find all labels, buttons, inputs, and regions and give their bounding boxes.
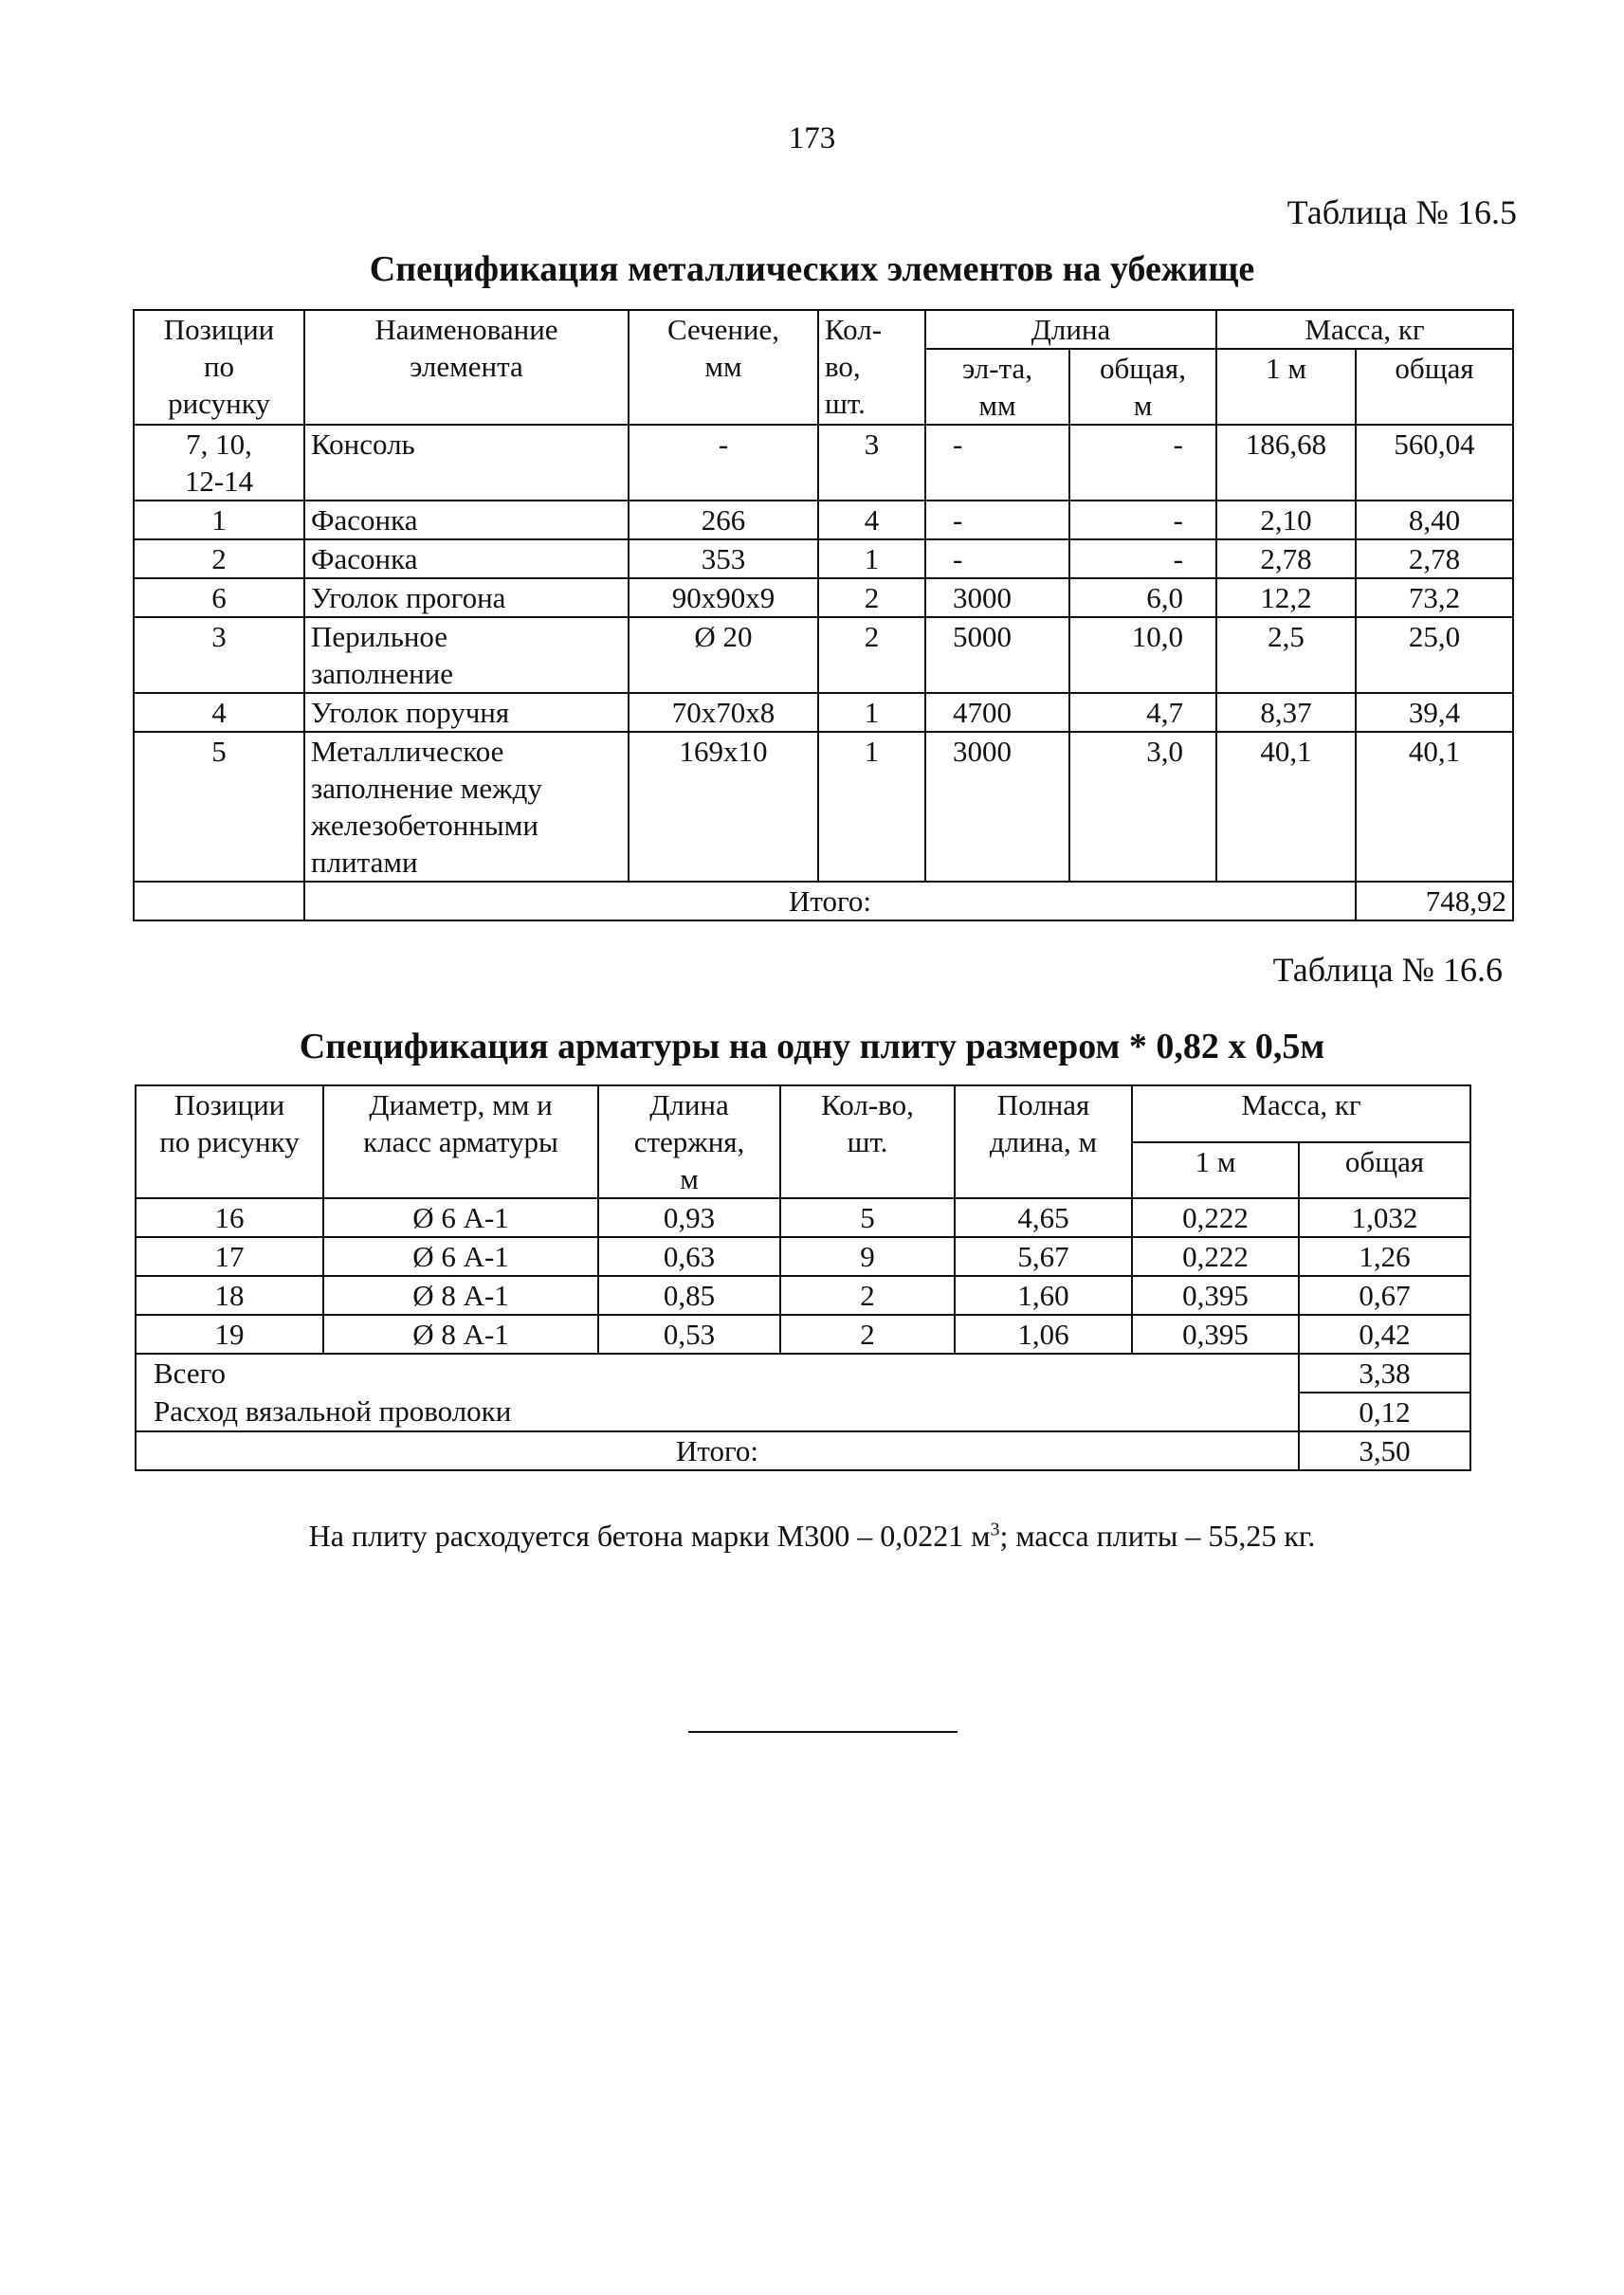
header-line: Наименование	[374, 313, 558, 346]
section-cell: -	[629, 425, 818, 501]
header-line: Кол-	[825, 313, 883, 346]
quantity-cell: 2	[780, 1276, 955, 1315]
closing-rule	[688, 1731, 958, 1733]
cell-line: 2	[211, 542, 227, 575]
diameter-cell: Ø 8 А-1	[323, 1276, 598, 1315]
section-cell: 90х90х9	[629, 578, 818, 617]
header-mass-total: общая	[1299, 1142, 1470, 1199]
all-label: Всего	[136, 1354, 1299, 1393]
wire-label: Расход вязальной проволоки	[136, 1393, 1299, 1431]
name-cell	[304, 501, 629, 539]
table1-total-row	[134, 882, 1513, 920]
name-cell	[304, 425, 629, 501]
cell-line: 7, 10,	[186, 428, 252, 461]
mass-total-cell: 1,032	[1299, 1198, 1470, 1237]
cell-line: 12-14	[184, 464, 254, 498]
mass-total-cell: 73,2	[1356, 578, 1513, 617]
position-cell: 16	[136, 1198, 323, 1237]
quantity-cell: 3	[818, 425, 925, 501]
quantity-cell: 2	[818, 578, 925, 617]
header-diameter	[323, 1085, 598, 1198]
table1-title: Спецификация металлических элементов на убежище	[369, 249, 1255, 289]
rod-length-cell: 0,93	[598, 1198, 780, 1237]
header-line: эл-та,	[962, 352, 1032, 385]
table1-row	[134, 617, 1513, 693]
cell-line: заполнение	[311, 657, 454, 690]
header-section	[629, 310, 818, 425]
table2-caption: Таблица № 16.6	[1272, 951, 1503, 989]
table1-row	[134, 425, 1513, 501]
full-length-cell: 5,67	[955, 1237, 1132, 1276]
name-cell	[304, 693, 629, 732]
full-length-cell: 1,60	[955, 1276, 1132, 1315]
cell-line: Фасонка	[311, 542, 418, 575]
table2-all-row	[136, 1354, 1470, 1393]
mass-total-cell: 2,78	[1356, 539, 1513, 578]
cell-line: 1	[211, 503, 227, 537]
cell-line: 3	[211, 620, 227, 653]
position-cell: 18	[136, 1276, 323, 1315]
note-superscript: 3	[990, 1519, 1000, 1540]
header-line: мм	[704, 350, 742, 383]
header-line: рисунку	[168, 387, 270, 420]
table1-header-row	[134, 310, 1513, 349]
quantity-cell: 1	[818, 539, 925, 578]
header-mass-group: Масса, кг	[1216, 310, 1513, 349]
length-total-cell: -	[1069, 501, 1216, 539]
mass-1m-cell: 2,10	[1216, 501, 1356, 539]
full-length-cell: 1,06	[955, 1315, 1132, 1354]
quantity-cell: 1	[818, 693, 925, 732]
header-position	[134, 310, 304, 425]
header-line: м	[1133, 389, 1153, 422]
mass-total-cell: 25,0	[1356, 617, 1513, 693]
full-length-cell: 4,65	[955, 1198, 1132, 1237]
cell-line: железобетонными	[311, 809, 538, 842]
header-length-total	[1069, 349, 1216, 425]
header-line: шт.	[825, 387, 866, 420]
position-cell	[134, 539, 304, 578]
cell-line: заполнение между	[311, 772, 542, 805]
wire-value: 0,12	[1299, 1393, 1470, 1431]
position-cell	[134, 501, 304, 539]
table1-caption: Таблица № 16.5	[1286, 193, 1517, 231]
header-mass-total: общая	[1356, 349, 1513, 425]
header-line: по	[203, 350, 235, 383]
total-label: Итого:	[304, 882, 1356, 920]
mass-1m-cell: 0,395	[1132, 1315, 1299, 1354]
cell-line: Уголок прогона	[311, 581, 506, 614]
header-line: элемента	[410, 350, 523, 383]
total-value: 748,92	[1356, 882, 1513, 920]
section-cell: 70х70х8	[629, 693, 818, 732]
position-cell	[134, 425, 304, 501]
position-cell: 17	[136, 1237, 323, 1276]
length-total-cell: 4,7	[1069, 693, 1216, 732]
cell-line: Фасонка	[311, 503, 418, 537]
name-cell	[304, 732, 629, 882]
header-line: Позиции	[173, 1088, 285, 1121]
header-line: Кол-во,	[821, 1088, 914, 1121]
header-mass-group: Масса, кг	[1132, 1085, 1470, 1142]
table1-row	[134, 578, 1513, 617]
cell-line: 4	[211, 696, 227, 729]
section-cell: Ø 20	[629, 617, 818, 693]
header-name	[304, 310, 629, 425]
mass-1m-cell: 0,222	[1132, 1237, 1299, 1276]
header-line: Сечение,	[666, 313, 780, 346]
rod-length-cell: 0,53	[598, 1315, 780, 1354]
page-number: 173	[788, 121, 836, 155]
section-cell: 266	[629, 501, 818, 539]
position-cell	[134, 693, 304, 732]
header-line: Позиции	[163, 313, 275, 346]
quantity-cell: 4	[818, 501, 925, 539]
cell-line: плитами	[311, 846, 418, 879]
cell-line: Металлическое	[311, 735, 504, 768]
table2-row	[136, 1237, 1470, 1276]
position-cell	[134, 617, 304, 693]
rod-length-cell: 0,85	[598, 1276, 780, 1315]
table1-row	[134, 732, 1513, 882]
cell-line: Уголок поручня	[311, 696, 510, 729]
note-text-after: ; масса плиты – 55,25 кг.	[999, 1519, 1316, 1553]
header-line: Полная	[996, 1088, 1090, 1121]
table1-row	[134, 539, 1513, 578]
header-line: класс арматуры	[363, 1125, 558, 1158]
length-total-cell: -	[1069, 539, 1216, 578]
length-element-cell: -	[925, 539, 1069, 578]
name-cell	[304, 578, 629, 617]
quantity-cell: 9	[780, 1237, 955, 1276]
table2-row	[136, 1276, 1470, 1315]
mass-total-cell: 1,26	[1299, 1237, 1470, 1276]
quantity-cell: 5	[780, 1198, 955, 1237]
table2-header-row	[136, 1085, 1470, 1142]
header-quantity	[780, 1085, 955, 1198]
table2-wire-row	[136, 1393, 1470, 1431]
mass-total-cell: 8,40	[1356, 501, 1513, 539]
header-rod-length	[598, 1085, 780, 1198]
total-label: Итого:	[136, 1431, 1299, 1470]
empty-cell	[134, 882, 304, 920]
table2-row	[136, 1198, 1470, 1237]
table2-total-row	[136, 1431, 1470, 1470]
header-line: Длина	[649, 1088, 729, 1121]
length-element-cell: 5000	[925, 617, 1069, 693]
mass-total-cell: 39,4	[1356, 693, 1513, 732]
header-quantity	[818, 310, 925, 425]
mass-1m-cell: 40,1	[1216, 732, 1356, 882]
length-total-cell: 10,0	[1069, 617, 1216, 693]
mass-1m-cell: 2,78	[1216, 539, 1356, 578]
diameter-cell: Ø 6 А-1	[323, 1237, 598, 1276]
header-line: по рисунку	[159, 1125, 300, 1158]
diameter-cell: Ø 8 А-1	[323, 1315, 598, 1354]
cell-line: Перильное	[311, 620, 448, 653]
mass-total-cell: 0,67	[1299, 1276, 1470, 1315]
length-element-cell: 3000	[925, 578, 1069, 617]
name-cell	[304, 617, 629, 693]
header-line: общая,	[1100, 352, 1186, 385]
mass-1m-cell: 2,5	[1216, 617, 1356, 693]
length-element-cell: 4700	[925, 693, 1069, 732]
mass-1m-cell: 0,395	[1132, 1276, 1299, 1315]
section-cell: 353	[629, 539, 818, 578]
length-element-cell: 3000	[925, 732, 1069, 882]
diameter-cell: Ø 6 А-1	[323, 1198, 598, 1237]
mass-total-cell: 40,1	[1356, 732, 1513, 882]
table1-row	[134, 501, 1513, 539]
mass-total-cell: 0,42	[1299, 1315, 1470, 1354]
cell-line: 6	[211, 581, 227, 614]
quantity-cell: 1	[818, 732, 925, 882]
length-total-cell: -	[1069, 425, 1216, 501]
length-element-cell: -	[925, 501, 1069, 539]
header-length-group: Длина	[925, 310, 1216, 349]
total-value: 3,50	[1299, 1431, 1470, 1470]
rebar-table	[135, 1084, 1471, 1471]
name-cell	[304, 539, 629, 578]
mass-total-cell: 560,04	[1356, 425, 1513, 501]
metal-elements-table	[133, 309, 1514, 921]
position-cell: 19	[136, 1315, 323, 1354]
table1-row	[134, 693, 1513, 732]
cell-line: Консоль	[311, 428, 415, 461]
position-cell	[134, 578, 304, 617]
length-element-cell: -	[925, 425, 1069, 501]
rod-length-cell: 0,63	[598, 1237, 780, 1276]
header-line: во,	[825, 350, 861, 383]
section-cell: 169х10	[629, 732, 818, 882]
header-line: длина, м	[989, 1125, 1098, 1158]
mass-1m-cell: 186,68	[1216, 425, 1356, 501]
header-mass-1m: 1 м	[1216, 349, 1356, 425]
header-position	[136, 1085, 323, 1198]
mass-1m-cell: 8,37	[1216, 693, 1356, 732]
note-text-before: На плиту расходуется бетона марки М300 – 0,0221 м	[308, 1519, 991, 1553]
mass-1m-cell: 0,222	[1132, 1198, 1299, 1237]
header-line: Диаметр, мм и	[369, 1088, 553, 1121]
header-mass-1m: 1 м	[1132, 1142, 1299, 1199]
header-full-length	[955, 1085, 1132, 1198]
length-total-cell: 6,0	[1069, 578, 1216, 617]
header-line: мм	[978, 389, 1016, 422]
cell-line: 5	[211, 735, 227, 768]
header-line: м	[680, 1162, 699, 1195]
concrete-note	[0, 1519, 1624, 1554]
length-total-cell: 3,0	[1069, 732, 1216, 882]
header-line: стержня,	[633, 1125, 745, 1158]
table2-row	[136, 1315, 1470, 1354]
mass-1m-cell: 12,2	[1216, 578, 1356, 617]
header-line: шт.	[847, 1125, 888, 1158]
quantity-cell: 2	[780, 1315, 955, 1354]
header-length-element	[925, 349, 1069, 425]
quantity-cell: 2	[818, 617, 925, 693]
table2-title: Спецификация арматуры на одну плиту размером * 0,82 х 0,5м	[299, 1027, 1325, 1066]
position-cell	[134, 732, 304, 882]
all-value: 3,38	[1299, 1354, 1470, 1393]
